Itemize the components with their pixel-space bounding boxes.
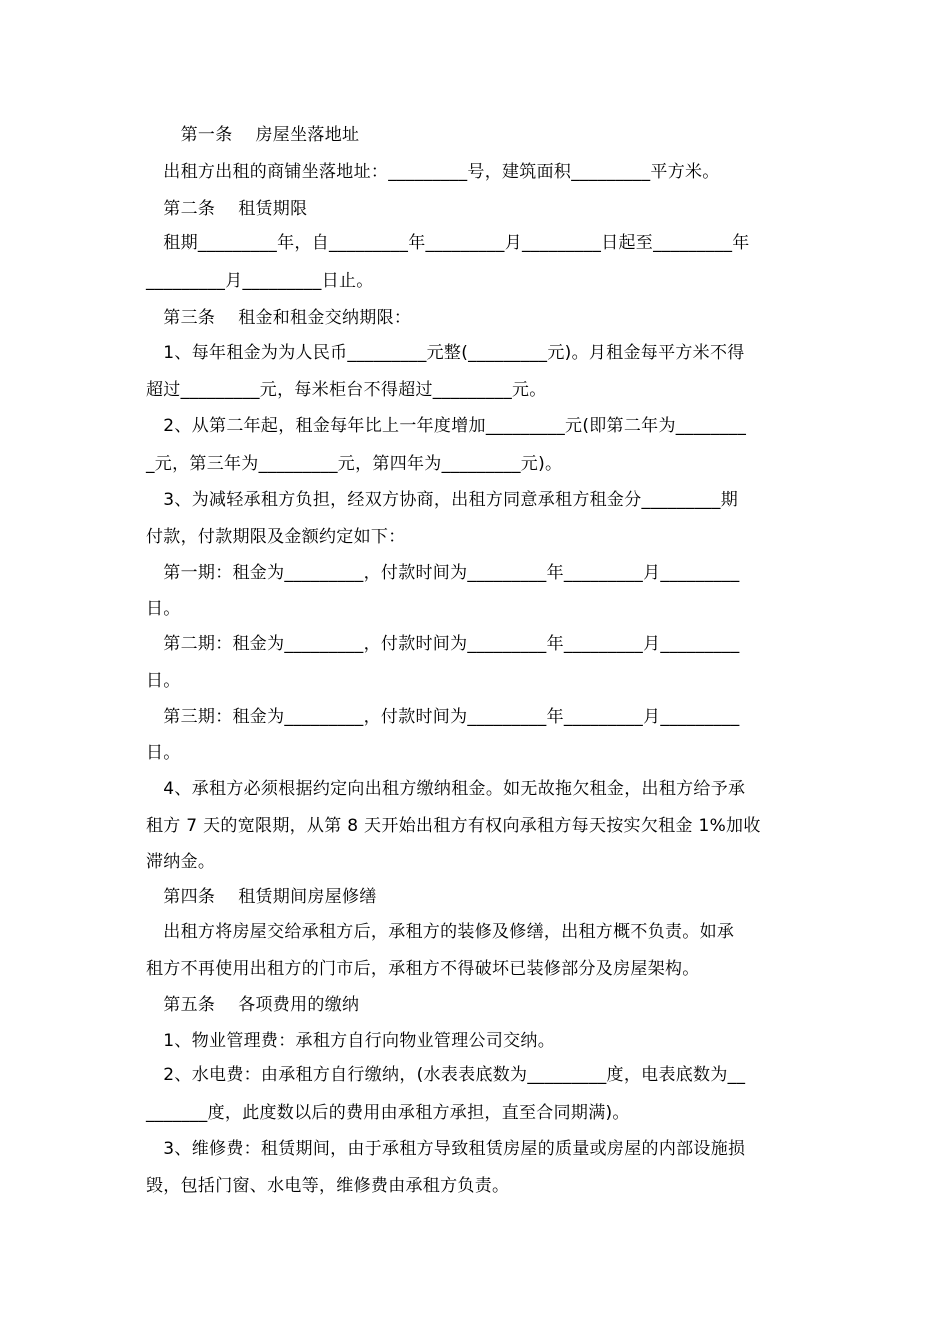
document-line: 毁，包括门窗、水电等，维修费由承租方负责。	[146, 1176, 510, 1196]
document-line: 第一条 房屋坐落地址	[146, 125, 360, 145]
document-line: 2、水电费：由承租方自行缴纳，(水表表底数为_________度，电表底数为__	[146, 1065, 746, 1085]
document-line: 出租方出租的商铺坐落地址：_________号，建筑面积_________平方米。	[146, 162, 720, 182]
document-line: 1、物业管理费：承租方自行向物业管理公司交纳。	[146, 1031, 556, 1051]
document-line: 第四条 租赁期间房屋修缮	[146, 887, 377, 907]
document-line: _______度，此度数以后的费用由承租方承担，直至合同期满)。	[146, 1103, 630, 1123]
document-line: 日。	[146, 671, 181, 691]
document-line: 日。	[146, 599, 181, 619]
document-line: 第三期：租金为_________，付款时间为_________年_________月_________	[146, 707, 740, 727]
document-line: 3、为减轻承租方负担，经双方协商，出租方同意承租方租金分_________期	[146, 490, 739, 510]
document-line: 2、从第二年起，租金每年比上一年度增加_________元(即第二年为________	[146, 416, 747, 436]
document-line: _元，第三年为_________元，第四年为_________元)。	[146, 454, 563, 474]
document-line: 租方不再使用出租方的门市后，承租方不得破坏已装修部分及房屋架构。	[146, 959, 700, 979]
document-line: 超过_________元，每米柜台不得超过_________元。	[146, 380, 547, 400]
document-line: 日。	[146, 743, 181, 763]
document-line: _________月_________日止。	[146, 271, 374, 291]
document-line: 第一期：租金为_________，付款时间为_________年_________月_________	[146, 563, 740, 583]
document-line: 4、承租方必须根据约定向出租方缴纳租金。如无故拖欠租金，出租方给予承	[146, 779, 746, 799]
document-line: 付款，付款期限及金额约定如下：	[146, 527, 406, 547]
document-line: 滞纳金。	[146, 852, 216, 872]
document-line: 第二期：租金为_________，付款时间为_________年_________月_________	[146, 634, 740, 654]
document-line: 租方 7 天的宽限期，从第 8 天开始出租方有权向承租方每天按实欠租金 1%加收	[146, 816, 761, 836]
document-line: 1、每年租金为为人民币_________元整(_________元)。月租金每平方米不得	[146, 343, 745, 363]
document-line: 租期_________年，自_________年_________月_________日起至_________年	[146, 233, 750, 253]
document-line: 第五条 各项费用的缴纳	[146, 995, 360, 1015]
document-line: 第二条 租赁期限	[146, 199, 308, 219]
document-line: 第三条 租金和租金交纳期限：	[146, 308, 412, 328]
document-line: 3、维修费：租赁期间，由于承租方导致租赁房屋的质量或房屋的内部设施损	[146, 1139, 746, 1159]
document-line: 出租方将房屋交给承租方后，承租方的装修及修缮，出租方概不负责。如承	[146, 922, 735, 942]
